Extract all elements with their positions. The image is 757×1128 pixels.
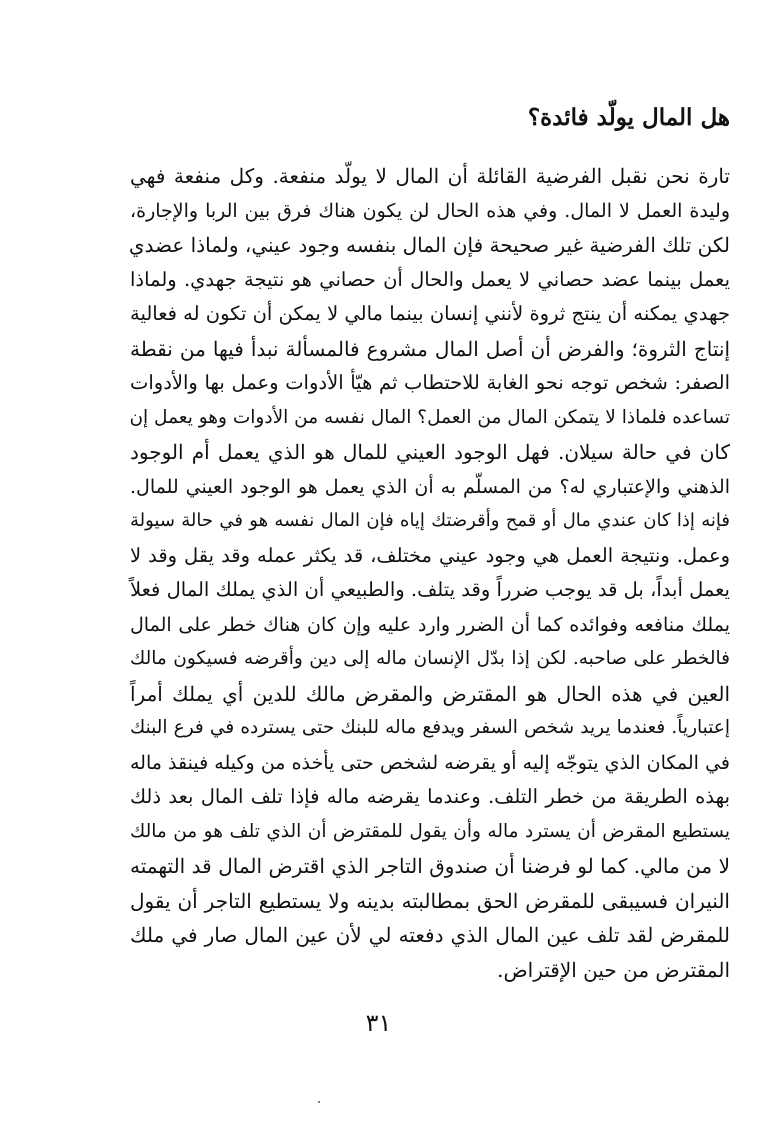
text-line: يعمل أبداً، بل قد يوجب ضرراً وقد يتلف. والطبيعي أن الذي يملك المال فعلاً <box>130 578 730 601</box>
text-line: فالخطر على صاحبه. لكن إذا بدّل الإنسان ماله إلى دين وأقرضه فسيكون مالك <box>130 648 730 669</box>
text-line: لكن تلك الفرضية غير صحيحة فإن المال بنفسه وجود عيني، ولماذا عضدي <box>128 233 730 257</box>
text-line: النيران فسيبقى للمقرض الحق بمطالبته بدينه ولا يستطيع التاجر أن يقول <box>130 888 730 913</box>
text-line: فإنه إذا كان عندي مال أو قمح وأقرضتك إياه فإن المال نفسه هو في حالة سيولة <box>130 510 730 531</box>
text-line: بهذه الطريقة من خطر التلف. وعندما يقرضه ماله فإذا تلف المال بعد ذلك <box>130 785 730 808</box>
text-line: في المكان الذي يتوجّه إليه أو يقرضه لشخص حتى يأخذه من وكيله فينقذ ماله <box>130 751 730 774</box>
text-line-last: المقترض من حين الإقتراض. <box>497 957 730 982</box>
text-line: الذهني والإعتباري له؟ من المسلّم به أن الذي يعمل هو الوجود العيني للمال. <box>130 475 730 498</box>
section-title: هل المال يولّد فائدة؟ <box>527 104 730 131</box>
text-line: تساعده فلماذا لا يتمكن المال من العمل؟ المال نفسه من الأدوات وهو يعمل إن <box>129 406 730 428</box>
text-line: إعتبارياً. فعندما يريد شخص السفر ويدفع ماله للبنك حتى يسترده في فرع البنك <box>130 717 730 738</box>
text-line: الصفر: شخص توجه نحو الغابة للاحتطاب ثم هيّأ الأدوات وعمل بها والأدوات <box>130 371 730 394</box>
page-number: ٣١ <box>365 1009 392 1037</box>
text-line: يستطيع المقرض أن يسترد ماله وأن يقول للمقترض أن الذي تلف هو من مالك <box>130 820 730 842</box>
text-line: وليدة العمل لا المال. وفي هذه الحال لن يكون هناك فرق بين الربا والإجارة، <box>130 199 730 222</box>
text-line: لا من مالي. كما لو فرضنا أن صندوق التاجر الذي اقترض المال قد التهمته <box>130 854 730 878</box>
text-line: وعمل. ونتيجة العمل هي وجود عيني مختلف، قد يكثر عمله وقد يقل وقد لا <box>130 543 730 567</box>
text-line: يملك منافعه وفوائده كما أن الضرر وارد عليه وإن كان هناك خطر على المال <box>130 613 730 636</box>
text-line: جهدي يمكنه أن ينتج ثروة لأنني إنسان بينما مالي لا يمكن أن تكون له فعالية <box>130 302 730 325</box>
text-line: كان في حالة سيلان. فهل الوجود العيني للمال هو الذي يعمل أم الوجود <box>130 440 730 464</box>
print-speck <box>318 1101 320 1103</box>
text-line: للمقرض لقد تلف عين المال الذي دفعته لي لأن عين المال صار في ملك <box>130 923 730 947</box>
text-line: تارة نحن نقبل الفرضية القائلة أن المال لا يولّد منفعة. وكل منفعة فهي <box>130 164 730 188</box>
text-line: يعمل بينما عضد حصاني لا يعمل والحال أن حصاني هو نتيجة جهدي. ولماذا <box>130 267 730 291</box>
body-text <box>130 159 730 987</box>
text-line: العين في هذه الحال هو المقترض والمقرض مالك للدين أي يملك أمراً <box>130 681 730 706</box>
text-line: إنتاج الثروة؛ والفرض أن أصل المال مشروع فالمسألة نبدأ فيها من نقطة <box>130 336 730 361</box>
